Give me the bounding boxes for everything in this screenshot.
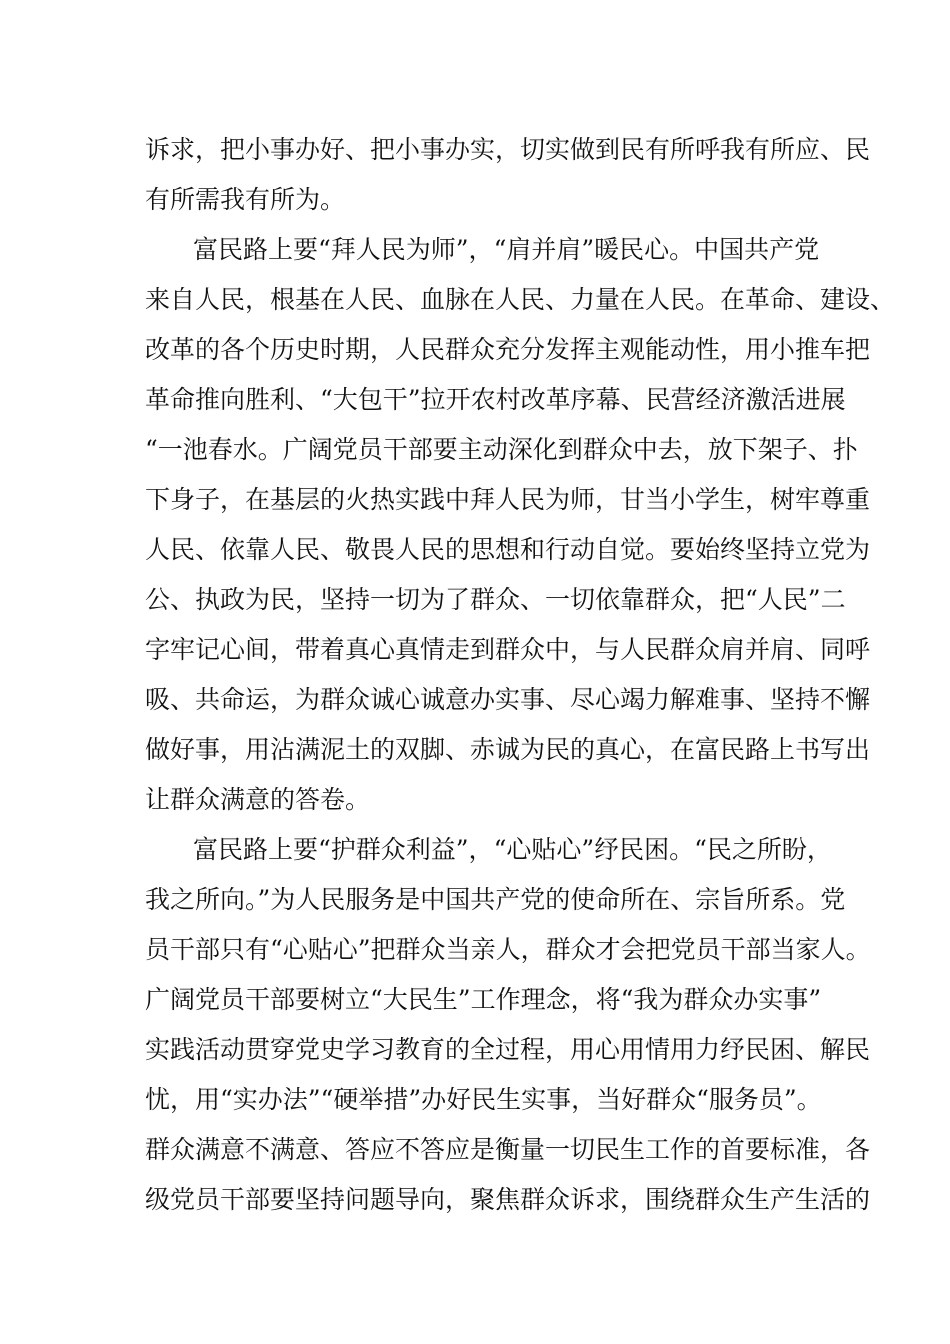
paragraph-start-line: 富民路上要“拜人民为师”，“肩并肩”暖民心。中国共产党 <box>193 235 820 264</box>
text-line: 让群众满意的答卷。 <box>145 785 371 814</box>
text-line: 广阔党员干部要树立“大民生”工作理念，将“我为群众办实事” <box>145 985 822 1014</box>
text-line: 实践活动贯穿党史学习教育的全过程，用心用情用力纾民困、解民 <box>145 1035 871 1064</box>
text-line: 有所需我有所为。 <box>145 185 346 214</box>
text-line: 吸、共命运，为群众诚心诚意办实事、尽心竭力解难事、坚持不懈 <box>145 685 871 714</box>
text-line: 字牢记心间，带着真心真情走到群众中，与人民群众肩并肩、同呼 <box>145 635 871 664</box>
text-line: 来自人民，根基在人民、血脉在人民、力量在人民。在革命、建设、 <box>145 285 896 314</box>
text-line: 做好事，用沾满泥土的双脚、赤诚为民的真心，在富民路上书写出 <box>145 735 871 764</box>
text-line: 下身子，在基层的火热实践中拜人民为师，甘当小学生，树牢尊重 <box>145 485 871 514</box>
text-line: 级党员干部要坚持问题导向，聚焦群众诉求，围绕群众生产生活的 <box>145 1185 871 1214</box>
text-line: 忧，用“实办法”“硬举措”办好民生实事，当好群众“服务员”。 <box>145 1085 822 1114</box>
text-line: 公、执政为民，坚持一切为了群众、一切依靠群众，把“人民”二 <box>145 585 846 614</box>
body-text <box>145 125 896 1225</box>
paragraph-start-line: 富民路上要“护群众利益”，“心贴心”纾民困。“民之所盼， <box>193 835 832 864</box>
text-line: 人民、依靠人民、敬畏人民的思想和行动自觉。要始终坚持立党为 <box>145 535 871 564</box>
text-line: 员干部只有“心贴心”把群众当亲人，群众才会把党员干部当家人。 <box>145 935 871 964</box>
text-line: 我之所向。”为人民服务是中国共产党的使命所在、宗旨所系。党 <box>145 885 846 914</box>
text-line: 革命推向胜利、“大包干”拉开农村改革序幕、民营经济激活进展 <box>145 385 846 414</box>
text-line: 改革的各个历史时期，人民群众充分发挥主观能动性，用小推车把 <box>145 335 871 364</box>
text-line: “一池春水。广阔党员干部要主动深化到群众中去，放下架子、扑 <box>145 435 858 464</box>
text-line: 诉求，把小事办好、把小事办实，切实做到民有所呼我有所应、民 <box>145 135 871 164</box>
text-line: 群众满意不满意、答应不答应是衡量一切民生工作的首要标准，各 <box>145 1135 871 1164</box>
